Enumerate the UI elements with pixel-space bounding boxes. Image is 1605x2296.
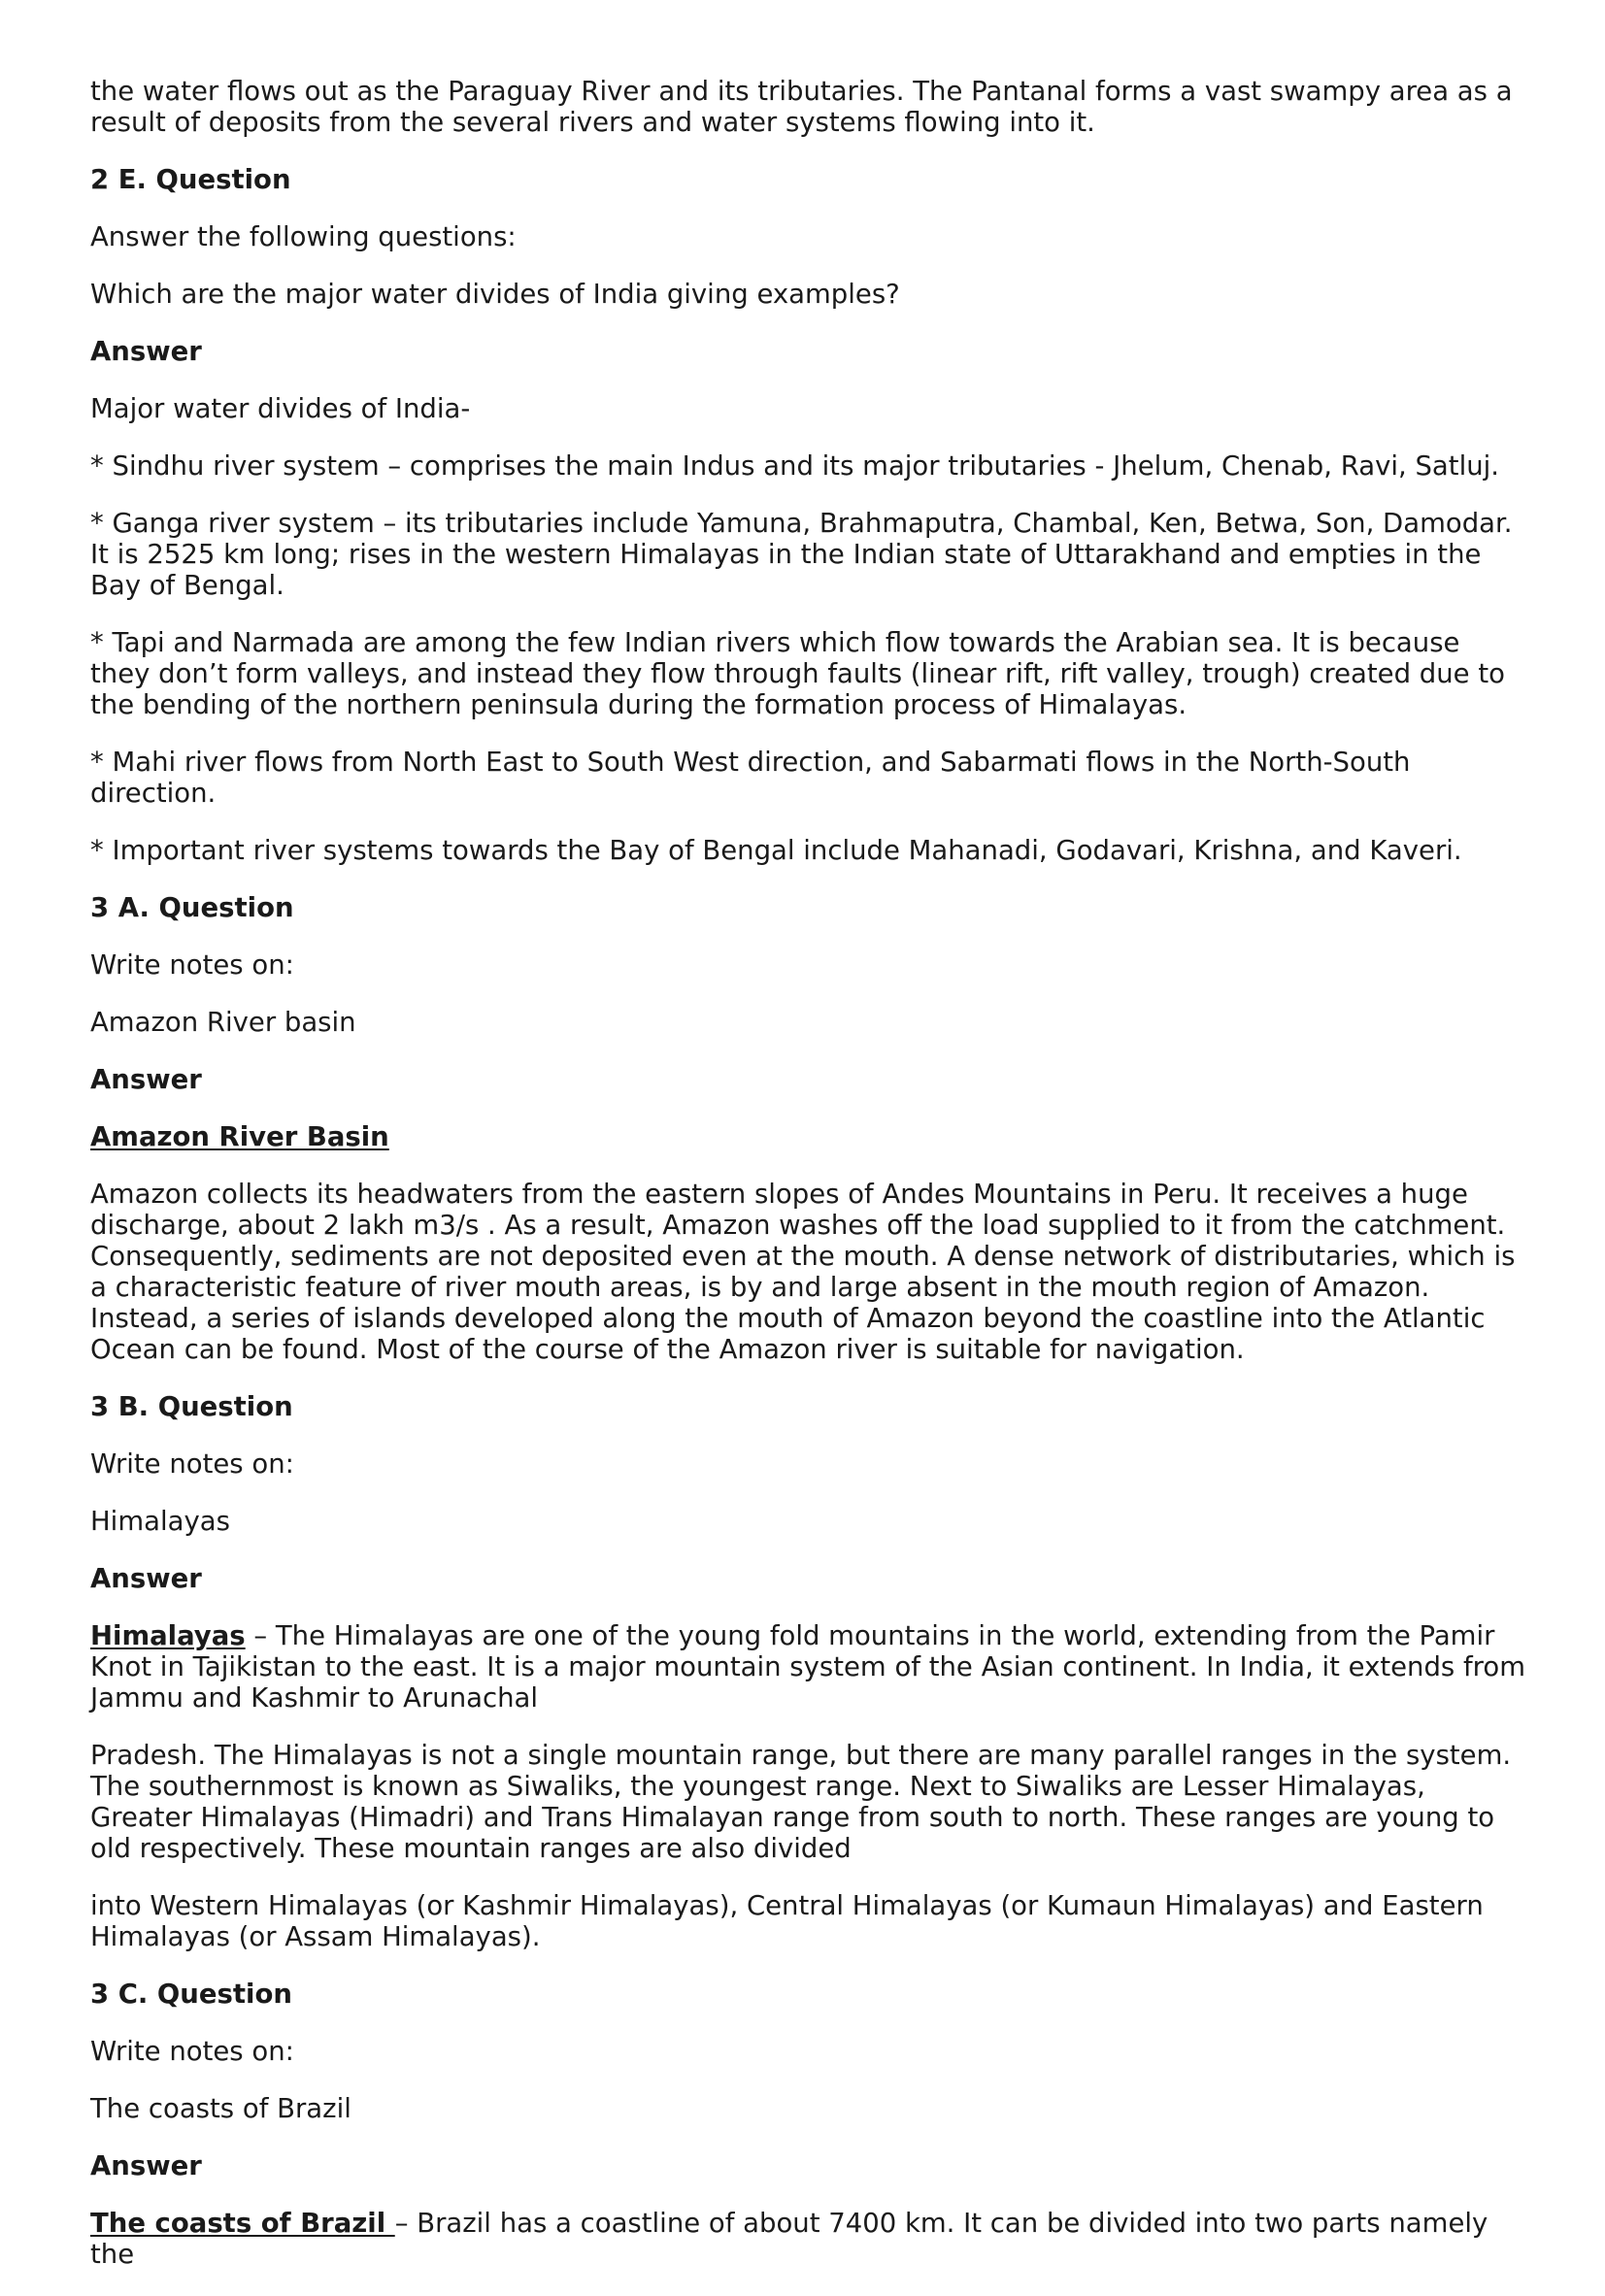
bullet-item: * Ganga river system – its tributaries include Yamuna, Brahmaputra, Chambal, Ken, Betwa, Son, Damodar. It is 2525 km long; rises in the western Himalayas in the Indian state of Uttarakhand and empties in the Bay of Bengal. (90, 508, 1513, 601)
question-heading: 3 B. Question (90, 1391, 293, 1422)
underlined-title: The coasts of Brazil (90, 2208, 395, 2239)
paragraph: into Western Himalayas (or Kashmir Himalayas), Central Himalayas (or Kumaun Himalayas) and Eastern Himalayas (or Assam Himalayas). (90, 1890, 1484, 1952)
paragraph: Write notes on: (90, 2036, 294, 2067)
paragraph: Which are the major water divides of India giving examples? (90, 279, 900, 310)
question-heading: 3 A. Question (90, 892, 294, 923)
bullet-item: * Sindhu river system – comprises the main Indus and its major tributaries - Jhelum, Chenab, Ravi, Satluj. (90, 450, 1500, 482)
answer-heading: Answer (90, 2150, 202, 2181)
paragraph: Major water divides of India- (90, 393, 471, 424)
paragraph (90, 2208, 1525, 2270)
paragraph: Himalayas (90, 1506, 230, 1537)
answer-heading: Answer (90, 336, 202, 367)
paragraph-text: – The Himalayas are one of the young fold mountains in the world, extending from the Pamir Knot in Tajikistan to the east. It is a major mountain system of the Asian continent. In India, it extends from Jammu and Kashmir to Arunachal (90, 1620, 1525, 1714)
bullet-item: * Mahi river flows from North East to South West direction, and Sabarmati flows in the North-South direction. (90, 747, 1411, 809)
paragraph (90, 1620, 1525, 1714)
paragraph: Amazon collects its headwaters from the eastern slopes of Andes Mountains in Peru. It receives a huge discharge, about 2 lakh m3/s . As a result, Amazon washes off the load supplied to it from the catchment. Consequently, sediments are not deposited even at the mouth. A dense network of distributaries, which is a characteristic feature of river mouth areas, is by and large absent in the mouth region of Amazon. Instead, a series of islands developed along the mouth of Amazon beyond the coastline into the Atlantic Ocean can be found. Most of the course of the Amazon river is suitable for navigation. (90, 1179, 1516, 1365)
paragraph: Write notes on: (90, 1448, 294, 1480)
underlined-title: Himalayas (90, 1620, 246, 1651)
answer-heading: Answer (90, 1064, 202, 1095)
answer-heading: Answer (90, 1563, 202, 1594)
document-page (90, 76, 1525, 2296)
question-heading: 2 E. Question (90, 164, 291, 195)
bullet-item: * Tapi and Narmada are among the few Indian rivers which flow towards the Arabian sea. It is because they don’t form valleys, and instead they flow through faults (linear rift, rift valley, trough) created due to the bending of the northern peninsula during the formation process of Himalayas. (90, 627, 1505, 720)
subheading-underlined (90, 1121, 1525, 1152)
paragraph: Answer the following questions: (90, 221, 517, 252)
paragraph: Pradesh. The Himalayas is not a single mountain range, but there are many parallel ranges in the system. The southernmost is known as Siwaliks, the youngest range. Next to Siwaliks are Lesser Himalayas, Greater Himalayas (Himadri) and Trans Himalayan range from south to north. These ranges are young to old respectively. These mountain ranges are also divided (90, 1740, 1512, 1864)
paragraph: Amazon River basin (90, 1007, 356, 1038)
paragraph-text: – Brazil has a coastline of about 7400 km. It can be divided into two parts namely the (90, 2208, 1488, 2270)
paragraph: The coasts of Brazil (90, 2093, 351, 2124)
question-heading: 3 C. Question (90, 1979, 292, 2010)
paragraph: Write notes on: (90, 949, 294, 981)
paragraph: the water flows out as the Paraguay River and its tributaries. The Pantanal forms a vast swampy area as a result of deposits from the several rivers and water systems flowing into it. (90, 76, 1513, 138)
underlined-title: Amazon River Basin (90, 1121, 389, 1152)
bullet-item: * Important river systems towards the Bay of Bengal include Mahanadi, Godavari, Krishna, and Kaveri. (90, 835, 1462, 866)
